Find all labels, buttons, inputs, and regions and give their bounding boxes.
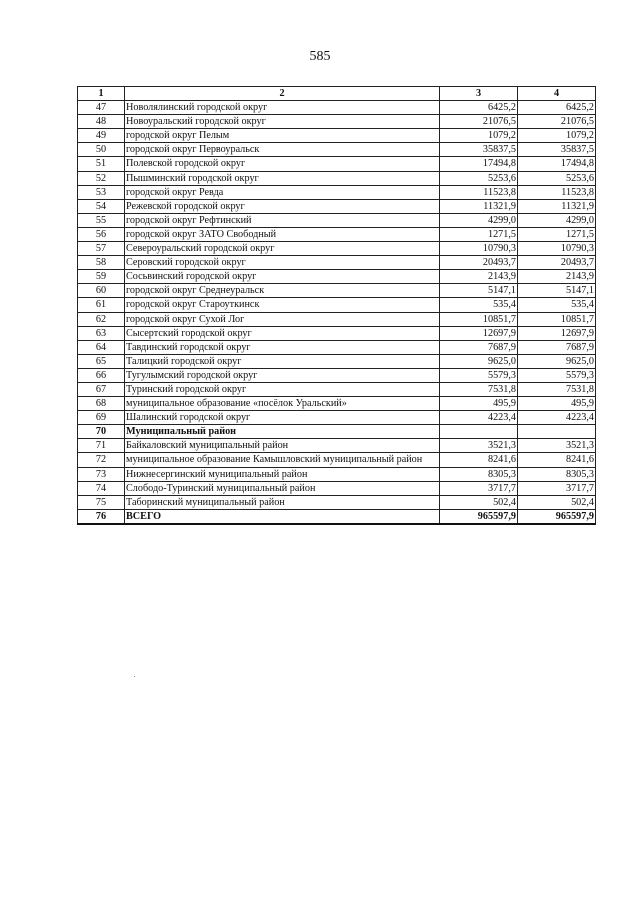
table-row [78,157,596,171]
table-row [78,425,596,439]
row-number: 52 [78,171,125,185]
row-value-3: 1271,5 [440,227,518,241]
row-name: Шалинский городской округ [125,411,440,425]
row-value-4: 20493,7 [518,256,596,270]
row-number: 73 [78,467,125,481]
row-name: Байкаловский муниципальный район [125,439,440,453]
row-name: Слободо-Туринский муниципальный район [125,481,440,495]
table-row [78,143,596,157]
row-value-3: 8305,3 [440,467,518,481]
row-value-3: 35837,5 [440,143,518,157]
row-number: 62 [78,312,125,326]
row-value-4: 3521,3 [518,439,596,453]
row-number: 61 [78,298,125,312]
table-row [78,411,596,425]
row-name: городской округ Староуткинск [125,298,440,312]
table-row [78,509,596,524]
row-value-3: 495,9 [440,397,518,411]
row-value-4: 965597,9 [518,509,596,524]
column-header-3: 3 [440,87,518,101]
row-value-3: 12697,9 [440,326,518,340]
row-number: 56 [78,227,125,241]
row-number: 47 [78,101,125,115]
row-value-4 [518,425,596,439]
row-number: 70 [78,425,125,439]
row-name: городской округ Первоуральск [125,143,440,157]
row-name: Сысертский городской округ [125,326,440,340]
table-row [78,368,596,382]
row-value-3: 965597,9 [440,509,518,524]
row-number: 57 [78,242,125,256]
page-number: 585 [309,49,331,64]
row-number: 66 [78,368,125,382]
row-value-4: 11321,9 [518,199,596,213]
row-value-3: 1079,2 [440,129,518,143]
row-number: 53 [78,185,125,199]
row-value-4: 35837,5 [518,143,596,157]
row-name: городской округ Ревда [125,185,440,199]
row-number: 59 [78,270,125,284]
table-row [78,270,596,284]
budget-table [77,86,596,525]
table-row [78,227,596,241]
row-name: муниципальное образование Камышловский муниципальный район [125,453,440,467]
table-row [78,340,596,354]
row-number: 55 [78,213,125,227]
row-value-4: 1079,2 [518,129,596,143]
row-name: Сосьвинский городской округ [125,270,440,284]
row-number: 74 [78,481,125,495]
table-row [78,199,596,213]
row-number: 49 [78,129,125,143]
row-value-4: 1271,5 [518,227,596,241]
row-name: муниципальное образование «посёлок Уральский» [125,397,440,411]
row-number: 72 [78,453,125,467]
table-row [78,354,596,368]
table-row [78,256,596,270]
row-value-3: 7687,9 [440,340,518,354]
row-value-3: 535,4 [440,298,518,312]
row-number: 71 [78,439,125,453]
column-header-1: 1 [78,87,125,101]
row-value-4: 8241,6 [518,453,596,467]
table-row [78,101,596,115]
row-value-3: 11321,9 [440,199,518,213]
row-value-3: 8241,6 [440,453,518,467]
table-row [78,382,596,396]
row-value-3: 10851,7 [440,312,518,326]
row-value-3: 11523,8 [440,185,518,199]
row-number: 63 [78,326,125,340]
row-value-4: 17494,8 [518,157,596,171]
row-name: Тавдинский городской округ [125,340,440,354]
row-number: 64 [78,340,125,354]
row-name: Муниципальный район [125,425,440,439]
row-name: городской округ ЗАТО Свободный [125,227,440,241]
row-value-4: 5579,3 [518,368,596,382]
row-value-3: 10790,3 [440,242,518,256]
row-value-4: 6425,2 [518,101,596,115]
table-row [78,213,596,227]
row-number: 75 [78,495,125,509]
row-number: 65 [78,354,125,368]
row-name: ВСЕГО [125,509,440,524]
row-number: 58 [78,256,125,270]
row-value-3: 9625,0 [440,354,518,368]
row-number: 54 [78,199,125,213]
table-row [78,242,596,256]
row-value-3: 21076,5 [440,115,518,129]
row-name: Полевской городской округ [125,157,440,171]
row-number: 48 [78,115,125,129]
table-row [78,467,596,481]
row-value-4: 5147,1 [518,284,596,298]
row-value-3: 17494,8 [440,157,518,171]
row-number: 69 [78,411,125,425]
row-number: 68 [78,397,125,411]
row-name: городской округ Рефтинский [125,213,440,227]
row-value-4: 502,4 [518,495,596,509]
row-value-4: 495,9 [518,397,596,411]
row-name: Туринский городской округ [125,382,440,396]
row-value-3: 20493,7 [440,256,518,270]
row-value-4: 10851,7 [518,312,596,326]
row-name: Североуральский городской округ [125,242,440,256]
row-name: Новолялинский городской округ [125,101,440,115]
row-value-4: 535,4 [518,298,596,312]
row-value-3 [440,425,518,439]
row-value-3: 4299,0 [440,213,518,227]
row-name: городской округ Среднеуральск [125,284,440,298]
row-value-4: 4299,0 [518,213,596,227]
row-value-4: 7531,8 [518,382,596,396]
row-value-4: 7687,9 [518,340,596,354]
table-header-row [78,87,596,101]
row-name: Режевской городской округ [125,199,440,213]
row-value-3: 4223,4 [440,411,518,425]
table-row [78,397,596,411]
row-name: Нижнесергинский муниципальный район [125,467,440,481]
row-name: Пышминский городской округ [125,171,440,185]
column-header-4: 4 [518,87,596,101]
row-value-4: 2143,9 [518,270,596,284]
row-number: 76 [78,509,125,524]
row-value-3: 6425,2 [440,101,518,115]
table-row [78,284,596,298]
row-value-3: 5579,3 [440,368,518,382]
row-number: 51 [78,157,125,171]
row-value-4: 5253,6 [518,171,596,185]
row-number: 60 [78,284,125,298]
table-row [78,326,596,340]
row-value-3: 5147,1 [440,284,518,298]
row-number: 67 [78,382,125,396]
row-value-3: 5253,6 [440,171,518,185]
row-name: Тугулымский городской округ [125,368,440,382]
row-value-4: 12697,9 [518,326,596,340]
row-value-4: 10790,3 [518,242,596,256]
row-name: Серовский городской округ [125,256,440,270]
table-row [78,453,596,467]
row-value-4: 11523,8 [518,185,596,199]
row-value-4: 3717,7 [518,481,596,495]
row-value-4: 9625,0 [518,354,596,368]
row-value-3: 3717,7 [440,481,518,495]
row-value-4: 4223,4 [518,411,596,425]
row-value-4: 21076,5 [518,115,596,129]
row-name: городской округ Сухой Лог [125,312,440,326]
row-name: Новоуральский городской округ [125,115,440,129]
table-row [78,481,596,495]
table-row [78,298,596,312]
row-name: Таборинский муниципальный район [125,495,440,509]
row-value-3: 7531,8 [440,382,518,396]
table-row [78,171,596,185]
table-row [78,115,596,129]
row-name: Талицкий городской округ [125,354,440,368]
row-value-3: 2143,9 [440,270,518,284]
column-header-2: 2 [125,87,440,101]
table-row [78,312,596,326]
row-number: 50 [78,143,125,157]
row-value-4: 8305,3 [518,467,596,481]
row-name: городской округ Пелым [125,129,440,143]
table-row [78,495,596,509]
row-value-3: 502,4 [440,495,518,509]
table-row [78,439,596,453]
row-value-3: 3521,3 [440,439,518,453]
table-body [78,101,596,524]
table-row [78,185,596,199]
scan-dot [134,676,135,677]
table-row [78,129,596,143]
